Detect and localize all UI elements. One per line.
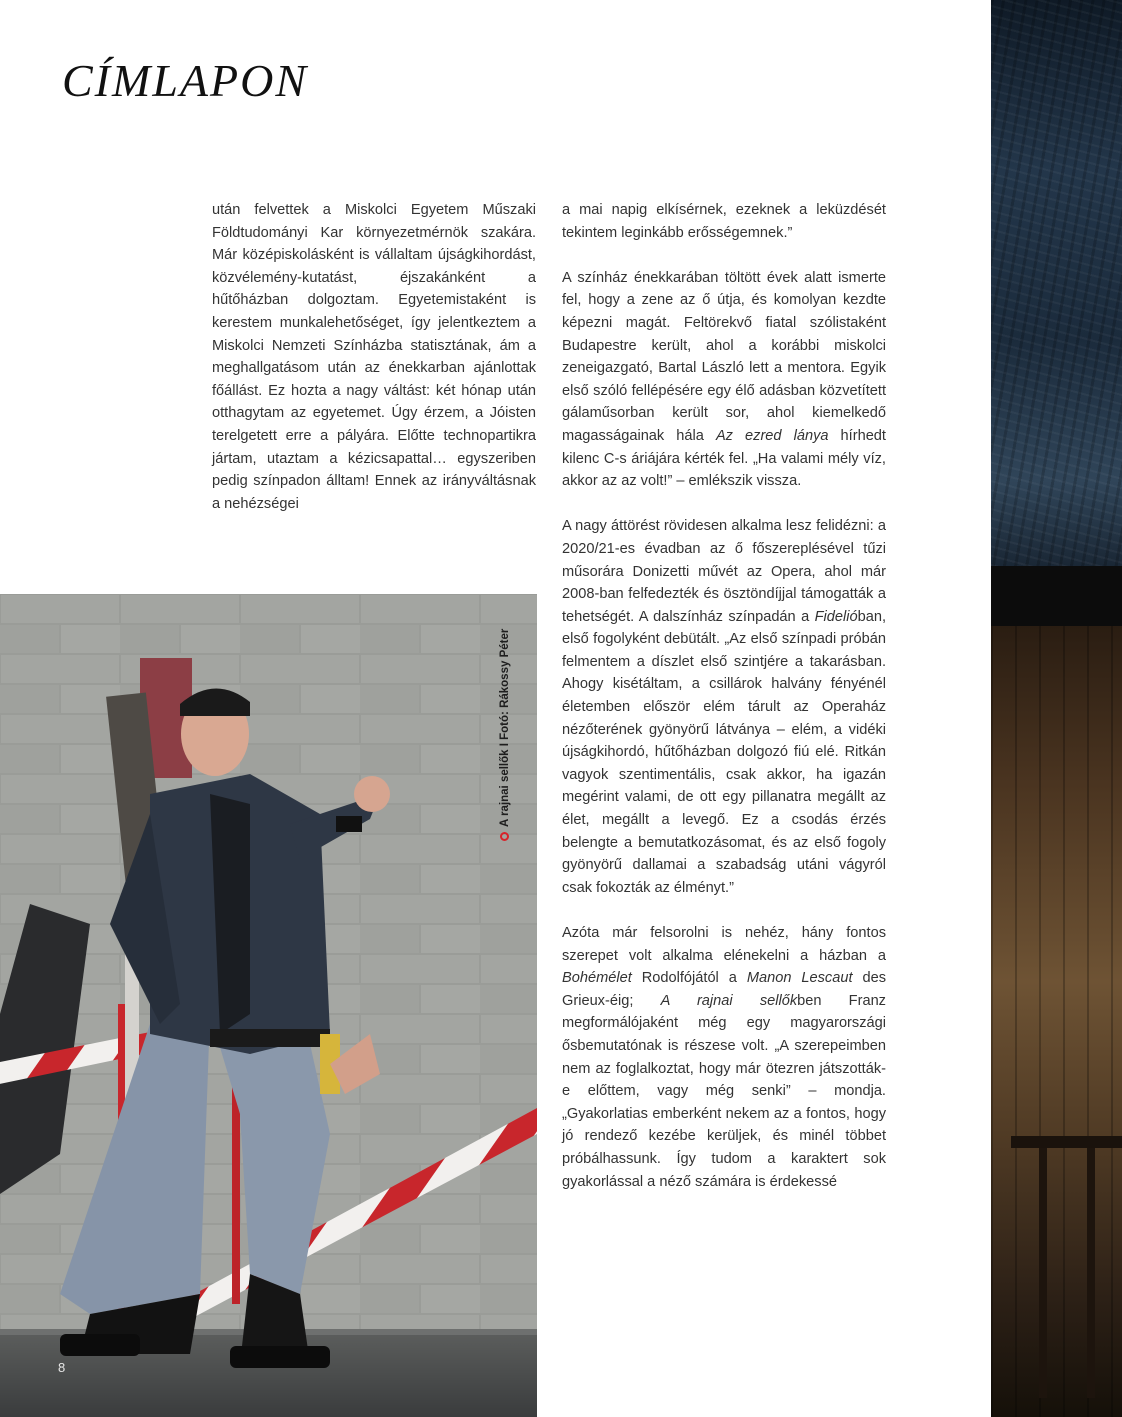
work-title: Fidelió — [814, 608, 858, 625]
article-column-left — [212, 199, 536, 515]
page-number: 8 — [58, 1360, 66, 1375]
article-paragraph: Azóta már felsorolni is nehéz, hány fontos szerepet volt alkalma elénekelni a házban a Bohémélet Rodolfójától a Manon Lescaut des Grieux-éig; A rajnai sellőkben Franz megformálójaként még egy magyarországi ősbemutatónak is részese volt. „A szerepeimben nem az foglalkoztat, hogy már ötezren játszották-e előttem, vagy még senki” – mondja. „Gyakorlatias emberként nekem az a fontos, hogy jó rendező kezébe kerüljek, és minél többet próbálhassunk. Így tudom a karaktert sok gyakorlással a néző számára is érdekessé — [562, 925, 886, 1190]
work-title: Az ezred lánya — [715, 427, 829, 444]
article-paragraph: után felvettek a Miskolci Egyetem Műszaki Földtudományi Kar környezetmérnök szakára. Már középiskolásként is vállaltam újságkihordást, közvélemény-kutatást, éjszakánként a hűtőházban dolgoztam. Egyetemistaként is kerestem munkalehetőséget, így jelentkeztem a Miskolci Nemzeti Színházba statisztának, ám a meghallgatásom után az énekkarban ajánlottak főállást. Ez hozta a nagy váltást: két hónap után otthagytam az egyetemet. Úgy érzem, a Jóisten terelgetett erre a pályára. Előtte technopartikra jártam, utaztam a kézicsapattal… egyszeriben pedig színpadon álltam! Ennek az irányváltásnak a nehézségei — [212, 202, 536, 512]
stage-table — [1011, 1136, 1122, 1148]
copyright-circle-icon — [500, 832, 509, 841]
article-paragraph: A nagy áttörést rövidesen alkalma lesz felidézni: a 2020/21-es évadban az ő főszereplésével tűzi műsorára Donizetti művét az Opera, ahol már 2008-ban felfedezték és ösztöndíjjal támogatták a tehetségét. A dalszínház színpadán a Fidelióban, első fogolyként debütált. „Az első színpadi próbán felmentem a díszlet első szintjére a takarásban. Ahogy kisétáltam, a csillárok halvány fényénél életemben először elém tárult az Operaház nézőterének gyönyörű látványa – elém, a vidéki újságkihordó, hűtőházban dolgozó fiú elé. Ritkán vagyok szentimentális, csak akkor, ha igazán megérint valami, de ott egy pillanatra megállt az élet, megállt a levegő. Ez a csodás érzés belengte a bemutatkozásomat, és az első fogoly gyönyörű dallamai a szabadság utáni vágyról csak fokozták az élményt.” — [562, 518, 886, 896]
stage-photo-strip-top — [991, 0, 1122, 566]
photo-credit-text: A rajnai sellők I Fotó: Rákossy Péter — [499, 628, 511, 827]
article-paragraph: a mai napig elkísérnek, ezeknek a leküzdését tekintem leginkább erősségemnek.” — [562, 202, 886, 241]
work-title: Manon Lescaut — [746, 970, 853, 987]
section-title: CÍMLAPON — [62, 55, 308, 106]
stage-photo-strip-bottom — [991, 626, 1122, 1417]
work-title: A rajnai sellők — [660, 992, 798, 1009]
article-column-right — [562, 199, 886, 1193]
photo-credit — [497, 628, 517, 855]
article-paragraph: A színház énekkarában töltött évek alatt ismerte fel, hogy a zene az ő útja, és komolyan kezdte képezni magát. Feltörekvő fiatal szólistaként Budapestre került, ahol a korábbi miskolci zeneigazgató, Bartal László lett a mentora. Egyik első szóló fellépésére egy élő adásban közvetített gálaműsorban került sor, ahol kiemelkedő magasságainak hála Az ezred lánya hírhedt kilenc C-s áriájára kérték fel. „Ha valami mély víz, akkor az az volt!” – emlékszik vissza. — [562, 269, 886, 490]
work-title: Bohémélet — [562, 970, 632, 987]
photo-divider — [991, 566, 1122, 626]
performer-photo — [0, 594, 537, 1417]
